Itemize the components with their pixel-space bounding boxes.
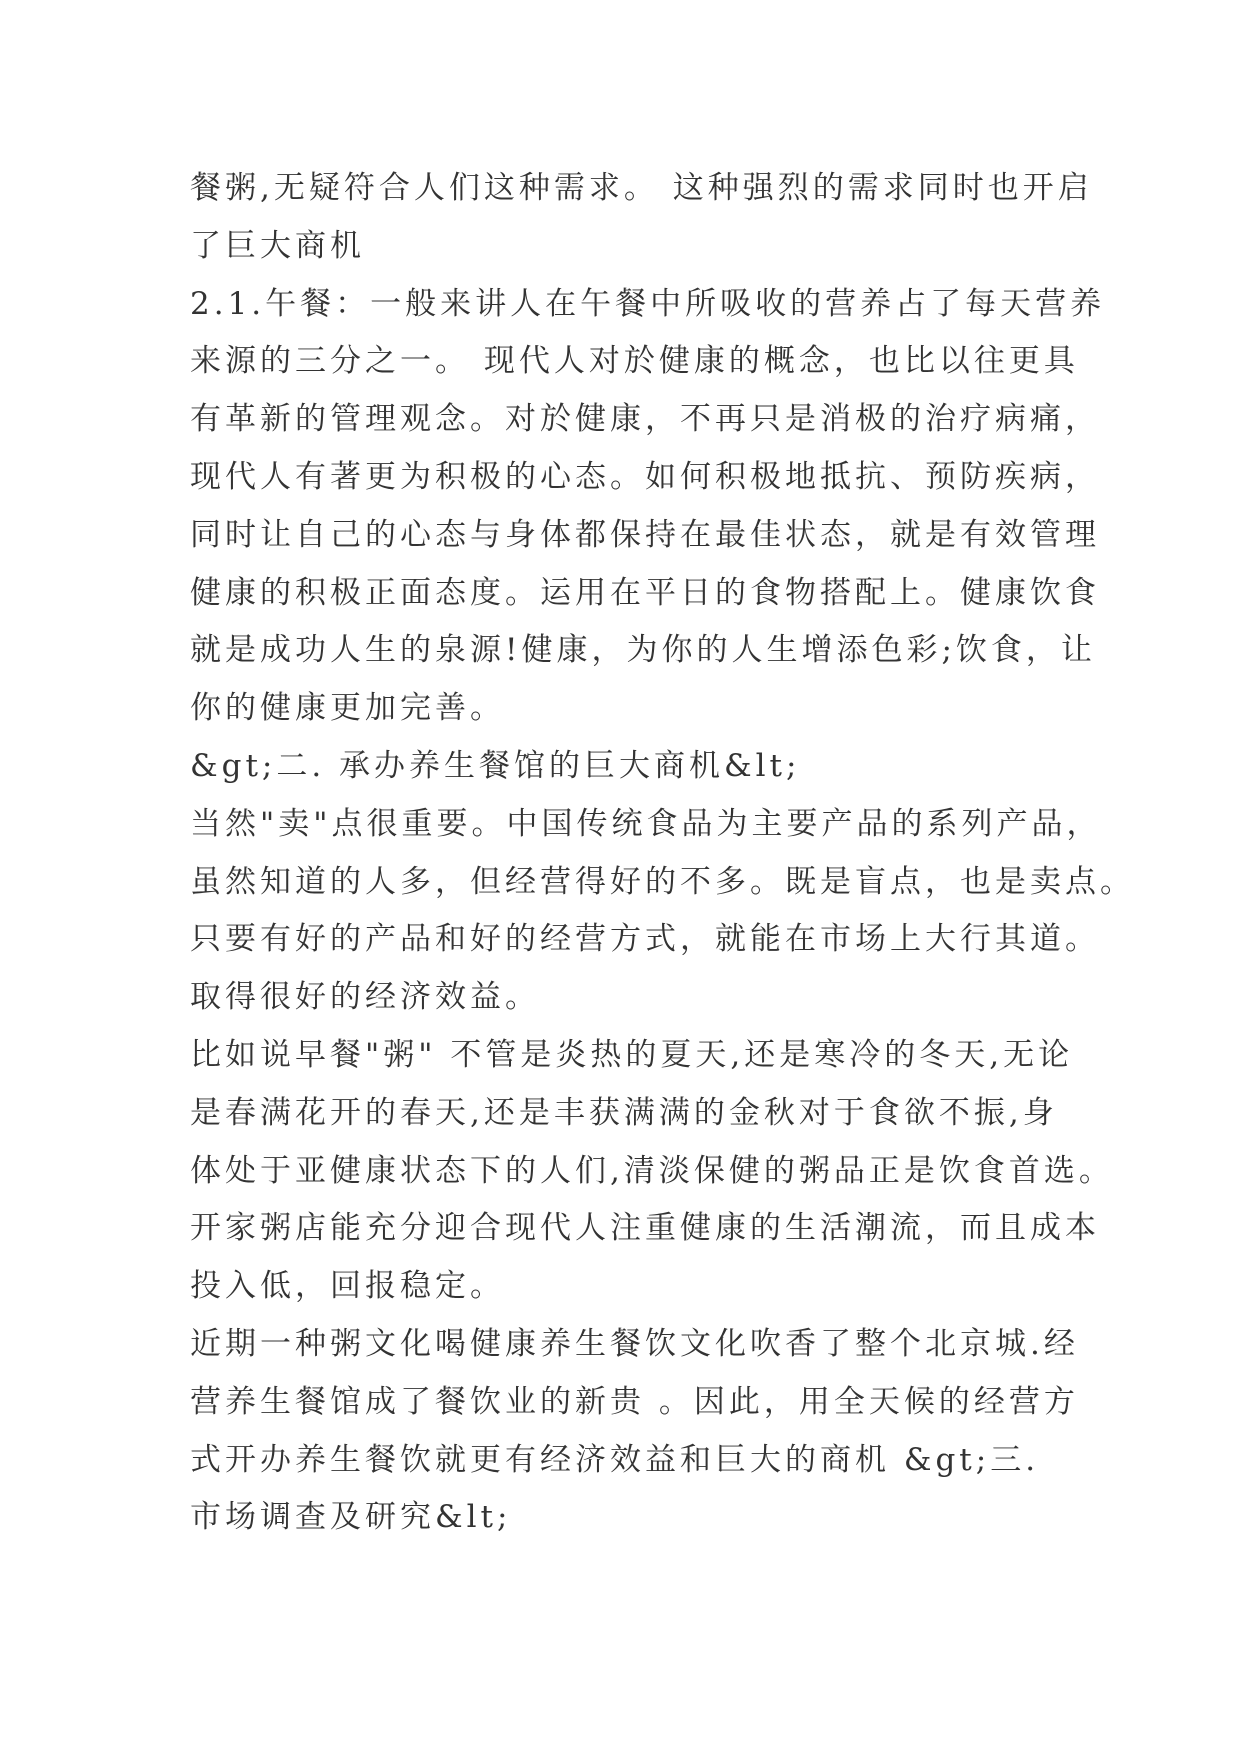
text-line: 了巨大商机	[190, 227, 365, 264]
text-line: 式开办养生餐饮就更有经济效益和巨大的商机 &gt;三.	[190, 1441, 1040, 1478]
text-line: 2.1.午餐：一般来讲人在午餐中所吸收的营养占了每天营养	[190, 285, 1106, 322]
text-line: 近期一种粥文化喝健康养生餐饮文化吹香了整个北京城.经	[190, 1325, 1079, 1362]
text-line: 取得很好的经济效益。	[190, 979, 540, 1016]
text-line: 现代人有著更为积极的心态。如何积极地抵抗、预防疾病，	[190, 458, 1100, 495]
text-line: 营养生餐馆成了餐饮业的新贵 。因此，用全天候的经营方	[190, 1383, 1079, 1420]
text-line: 体处于亚健康状态下的人们,清淡保健的粥品正是饮食首选。	[190, 1152, 1114, 1189]
text-line: 是春满花开的春天,还是丰获满满的金秋对于食欲不振,身	[190, 1094, 1058, 1131]
text-line: 同时让自己的心态与身体都保持在最佳状态，就是有效管理	[190, 516, 1100, 553]
text-line: 来源的三分之一。 现代人对於健康的概念，也比以往更具	[190, 343, 1079, 380]
text-line: 你的健康更加完善。	[190, 690, 505, 727]
section-heading: 市场调查及研究&lt;	[190, 1499, 512, 1536]
text-line: 只要有好的产品和好的经营方式，就能在市场上大行其道。	[190, 921, 1100, 958]
text-line: 投入低，回报稳定。	[190, 1268, 505, 1305]
text-line: 就是成功人生的泉源!健康，为你的人生增添色彩;饮食，让	[190, 632, 1096, 669]
text-line: 有革新的管理观念。对於健康，不再只是消极的治疗病痛，	[190, 401, 1100, 438]
text-line: 比如说早餐"粥" 不管是炎热的夏天,还是寒冷的冬天,无论	[190, 1036, 1074, 1073]
text-line: 开家粥店能充分迎合现代人注重健康的生活潮流，而且成本	[190, 1210, 1100, 1247]
text-line: 健康的积极正面态度。运用在平日的食物搭配上。健康饮食	[190, 574, 1100, 611]
text-line: 虽然知道的人多，但经营得好的不多。既是盲点，也是卖点。	[190, 863, 1135, 900]
text-line: 当然"卖"点很重要。中国传统食品为主要产品的系列产品，	[190, 805, 1102, 842]
section-heading: &gt;二. 承办养生餐馆的巨大商机&lt;	[190, 747, 801, 784]
body-text	[190, 160, 1135, 1547]
text-line: 餐粥,无疑符合人们这种需求。 这种强烈的需求同时也开启	[190, 170, 1093, 206]
